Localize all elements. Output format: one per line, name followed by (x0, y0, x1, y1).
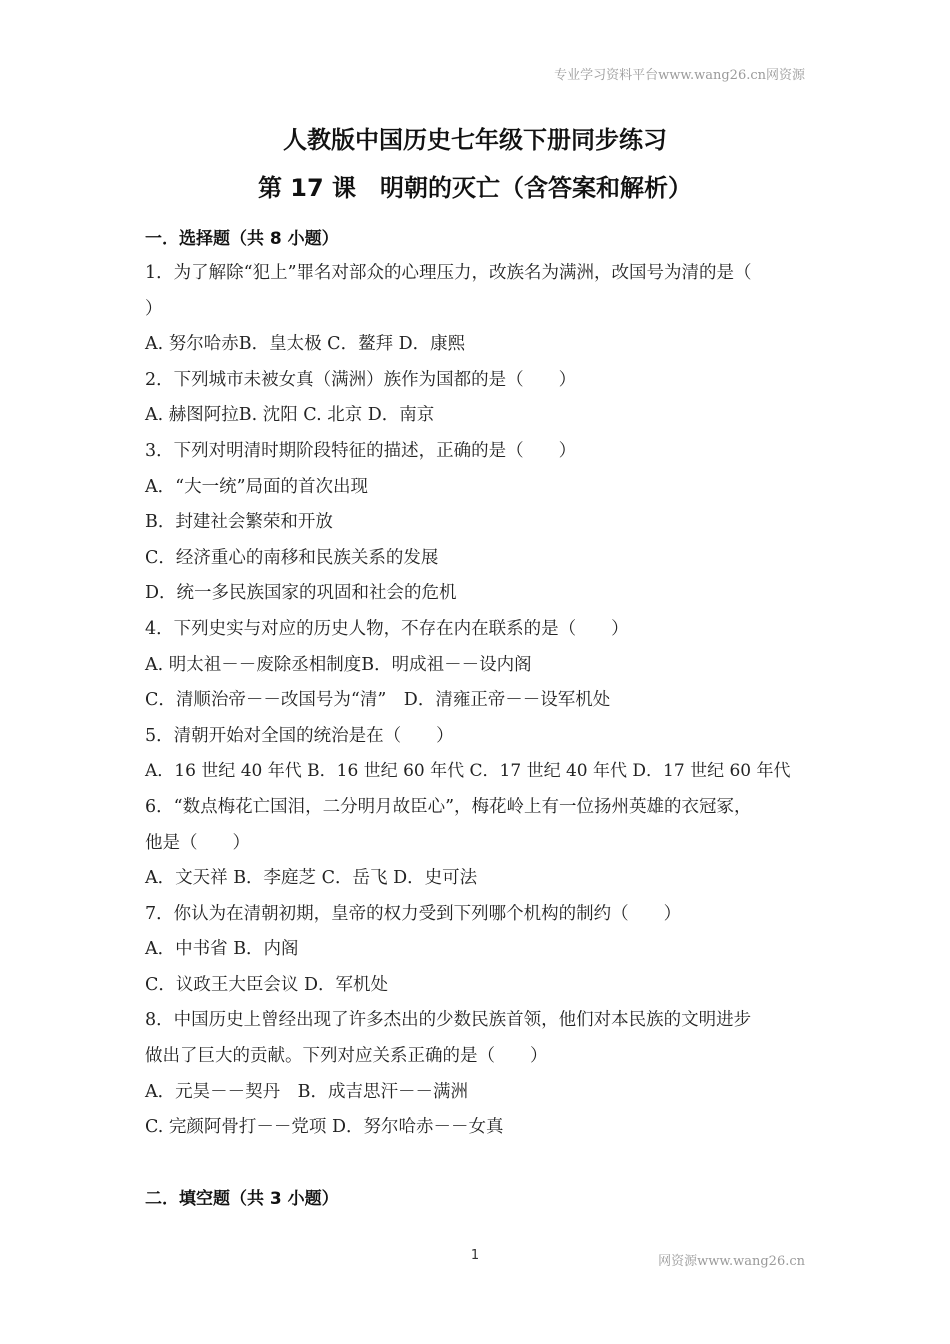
question-line: 8．中国历史上曾经出现了许多杰出的少数民族首领，他们对本民族的文明进步 (145, 1010, 752, 1031)
question-line: 5．清朝开始对全国的统治是在（ ） (145, 725, 454, 746)
option-line: C．经济重心的南移和民族关系的发展 (145, 547, 439, 568)
question-line: 6．“数点梅花亡国泪，二分明月故臣心”，梅花岭上有一位扬州英雄的衣冠冢， (145, 796, 752, 817)
section-heading-multiple-choice: 一．选择题（共 8 小题） (145, 229, 339, 249)
question-line: 2．下列城市未被女真（满洲）族作为国都的是（ ） (145, 369, 577, 390)
question-list (145, 256, 815, 1146)
question-line: 3．下列对明清时期阶段特征的描述，正确的是（ ） (145, 440, 577, 461)
option-line: A. 明太祖－－废除丞相制度B．明成祖－－设内阁 (145, 654, 532, 675)
lesson-title: 第 17 课 明朝的灭亡（含答案和解析） (257, 174, 693, 202)
question-line: 做出了巨大的贡献。下列对应关系正确的是（ ） (145, 1046, 548, 1067)
option-line: A. 努尔哈赤B．皇太极 C．鳌拜 D．康熙 (145, 334, 466, 355)
option-line: C．清顺治帝－－改国号为“清” D．清雍正帝－－设军机处 (145, 690, 611, 711)
option-line: C．议政王大臣会议 D．军机处 (145, 974, 388, 995)
option-line: A．16 世纪 40 年代 B．16 世纪 60 年代 C．17 世纪 40 年代 D．17 世纪 60 年代 (145, 761, 791, 782)
footer-watermark: 网资源www.wang26.cn (658, 1254, 805, 1269)
option-line: B．封建社会繁荣和开放 (145, 512, 333, 533)
question-line: 7．你认为在清朝初期，皇帝的权力受到下列哪个机构的制约（ ） (145, 903, 682, 924)
section-heading-fill-in: 二．填空题（共 3 小题） (145, 1189, 339, 1209)
question-line: ） (145, 298, 163, 319)
question-line: 4．下列史实与对应的历史人物，不存在内在联系的是（ ） (145, 618, 629, 639)
option-line: A．中书省 B．内阁 (145, 939, 299, 960)
option-line: C. 完颜阿骨打－－党项 D．努尔哈赤－－女真 (145, 1117, 504, 1138)
option-line: A. 赫图阿拉B. 沈阳 C. 北京 D．南京 (145, 405, 435, 426)
option-line: A．文天祥 B．李庭芝 C．岳飞 D．史可法 (145, 868, 478, 889)
option-line: A．“大一统”局面的首次出现 (145, 476, 369, 497)
option-line: A．元昊－－契丹 B．成吉思汗－－满洲 (145, 1081, 468, 1102)
page-number: 1 (470, 1248, 480, 1263)
option-line: D．统一多民族国家的巩固和社会的危机 (145, 583, 457, 604)
document-title: 人教版中国历史七年级下册同步练习 (283, 126, 667, 154)
question-line: 他是（ ） (145, 832, 250, 853)
question-line: 1．为了解除“犯上”罪名对部众的心理压力，改族名为满洲，改国号为清的是（ (145, 263, 752, 283)
header-watermark: 专业学习资料平台www.wang26.cn网资源 (554, 68, 805, 83)
